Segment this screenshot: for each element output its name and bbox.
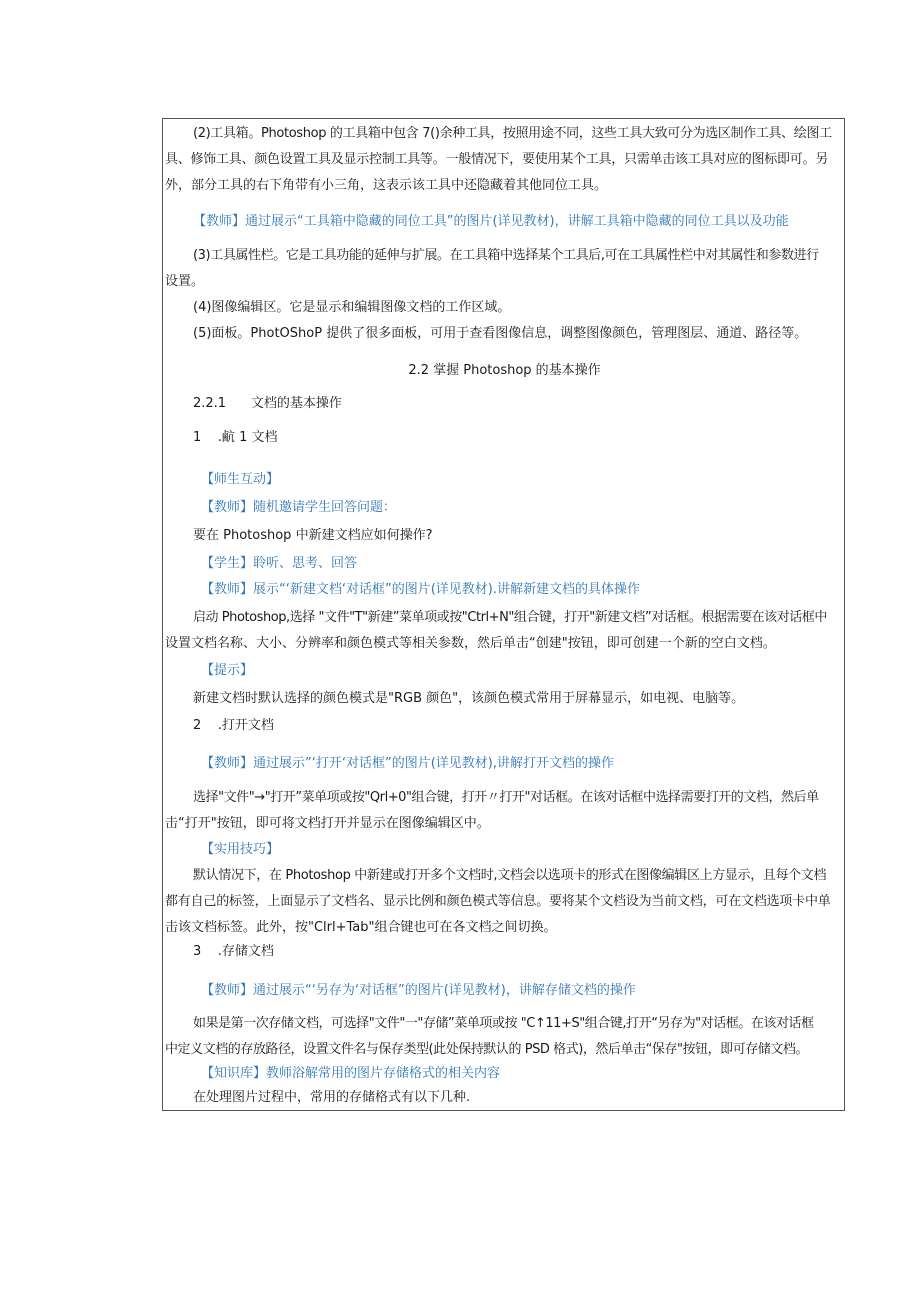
question-text: 要在 Photoshop 中新建文档应如何操作? (193, 528, 433, 543)
label-tip: 【提示】 (201, 663, 254, 678)
teacher-question: 【教师】随机邀请学生回答问题： (201, 500, 397, 515)
teacher-note-open-document: 【教师】通过展示”‘打开‘对话框”的图片(详见教材),讲解打开文档的操作 (201, 756, 615, 771)
paragraph-new-document-1: 启动 Photoshop,选择 "文件"T"新建”菜单项或按"Ctrl+N"组合键，打开"新建文档”对话框。根据需要在该对话框中 (193, 610, 827, 625)
paragraph-panels: (5)面板。PhotOShoP 提供了很多面板，可用于查看图像信息，调整图像颜色，管理图层、通道、路径等。 (193, 326, 808, 341)
item-heading-new-document: 1 .䴚 1 文档 (193, 430, 278, 445)
paragraph-toolbox-1: (2)工具箱。Photoshop 的工具箱中包含 7()余种工具，按照用途不同，这些工具大致可分为选区制作工具、绘图工 (193, 126, 832, 141)
teacher-note-hidden-tools: 【教师】通过展示“工具箱中隐藏的同位工具”的图片(详见教材)，讲解工具箱中隐藏的同位工具以及功能 (193, 214, 789, 229)
paragraph-formats-intro: 在处理图片过程中，常用的存储格式有以下几种. (193, 1090, 471, 1105)
knowledge-base-note: 【知识库】教师浴解常用的图片存储格式的相关内容 (201, 1066, 501, 1081)
item-heading-open-document: 2 .打开文档 (193, 718, 274, 733)
paragraph-toolbox-2: 具、修饰工具、颜色设置工具及显示控制工具等。一般情况下，要使用某个工具，只需单击该工具对应的图标即可。另 (165, 152, 829, 167)
student-response: 【学生】聆听、思考、回答 (201, 556, 358, 571)
teacher-note-new-document: 【教师】展示“‘新建文档‘对话框”的图片(详见教材).讲解新建文档的具体操作 (201, 582, 641, 597)
paragraph-tabs-3: 击该文档标签。此外，按"Clrl+Tab"组合键也可在各文档之间切换。 (165, 920, 557, 935)
paragraph-open-document-2: 击“打开"按钮，即可将文档打开并显示在图像编辑区中。 (165, 816, 490, 831)
subsection-heading: 2.2.1 文档的基本操作 (193, 396, 342, 411)
paragraph-save-document-1: 如果是第一次存储文档，可选择"文件"一"存储”菜单项或按 "C↑11+S"组合键,打开“另存为"对话框。在该对话框 (193, 1016, 814, 1031)
paragraph-color-mode: 新建文档时默认选择的颜色模式是"RGB 颜色"，该颜色模式常用于屏幕显示，如电视、电脑等。 (193, 691, 745, 706)
teacher-note-save-document: 【教师】通过展示“‘另存为‘对话框”的图片(详见教材)，讲解存储文档的操作 (201, 983, 636, 998)
lesson-table-cell (162, 118, 845, 1111)
paragraph-open-document-1: 选择"文件"→"打开”菜单项或按"Qrl+0"组合键，打开〃打开"对话框。在该对话框中选择需要打开的文档，然后单 (193, 790, 819, 805)
paragraph-tabs-1: 默认情况下，在 Photoshop 中新建或打开多个文档时,文档会以选项卡的形式在图像编辑区上方显示，且每个文档 (193, 868, 827, 883)
label-interaction: 【师生互动】 (201, 472, 280, 487)
section-heading: 2.2 掌握 Photoshop 的基本操作 (408, 363, 601, 378)
paragraph-options-bar-1: (3)工具属性栏。它是工具功能的延伸与扩展。在工具箱中选择某个工具后,可在工具属性栏中对其属性和参数进行 (193, 248, 819, 263)
paragraph-tabs-2: 都有自己的标签，上面显示了文档名、显示比例和颜色模式等信息。要将某个文档设为当前文档，可在文档选项卡中单 (165, 894, 831, 909)
paragraph-image-area: (4)图像编辑区。它是显示和编辑图像文档的工作区域。 (193, 300, 511, 315)
item-heading-save-document: 3 .存储文档 (193, 944, 274, 959)
paragraph-save-document-2: 中定义文档的存放路径，设置文件名与保存类型(此处保持默认的 PSD 格式)，然后单击“保存"按钮，即可存储文档。 (165, 1042, 809, 1057)
paragraph-toolbox-3: 外，部分工具的右下角带有小三角，这表示该工具中还隐藏着其他同位工具。 (165, 178, 608, 193)
label-practical-tip: 【实用技巧】 (201, 842, 280, 857)
paragraph-options-bar-2: 设置。 (165, 274, 205, 289)
paragraph-new-document-2: 设置文档名称、大小、分辨率和颜色模式等相关参数，然后单击“创建"按钮，即可创建一个新的空白文档。 (165, 636, 776, 651)
